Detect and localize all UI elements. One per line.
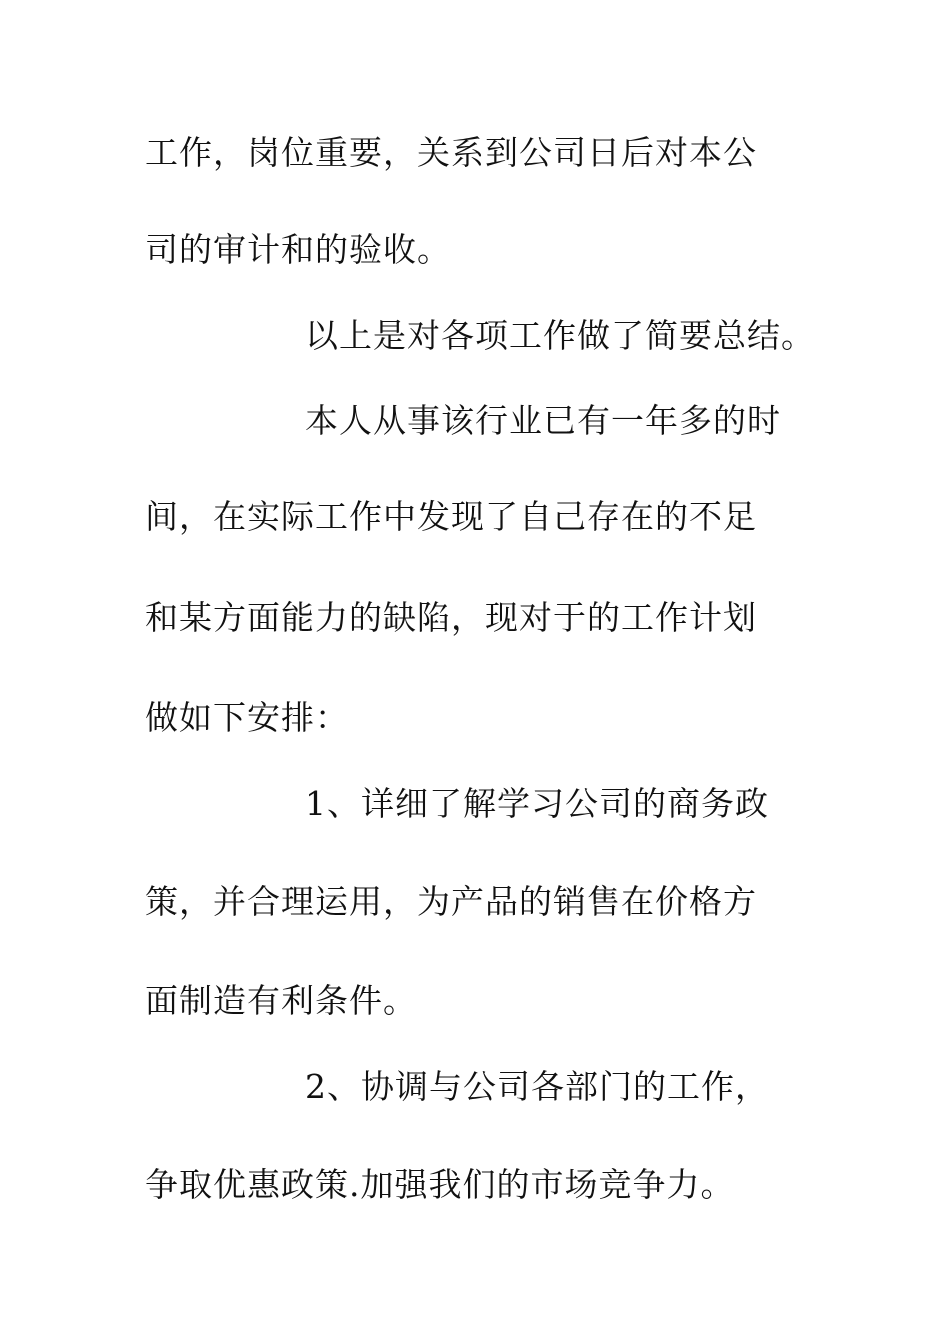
text-line: 争取优惠政策.加强我们的市场竞争力。	[145, 1165, 735, 1204]
paragraph-line: 1、详细了解学习公司的商务政	[305, 784, 769, 823]
paragraph-line: 2、协调与公司各部门的工作，	[305, 1067, 769, 1106]
text-line: 和某方面能力的缺陷，现对于的工作计划	[145, 598, 757, 637]
text-line: 工作，岗位重要，关系到公司日后对本公	[145, 133, 757, 172]
text-line: 间，在实际工作中发现了自己存在的不足	[145, 497, 757, 536]
paragraph-line: 本人从事该行业已有一年多的时	[305, 401, 781, 440]
text-line: 司的审计和的验收。	[145, 230, 451, 269]
text-line: 面制造有利条件。	[145, 981, 417, 1020]
text-line: 策，并合理运用，为产品的销售在价格方	[145, 882, 757, 921]
paragraph-line: 以上是对各项工作做了简要总结。	[305, 316, 815, 355]
text-line: 做如下安排：	[145, 698, 349, 737]
